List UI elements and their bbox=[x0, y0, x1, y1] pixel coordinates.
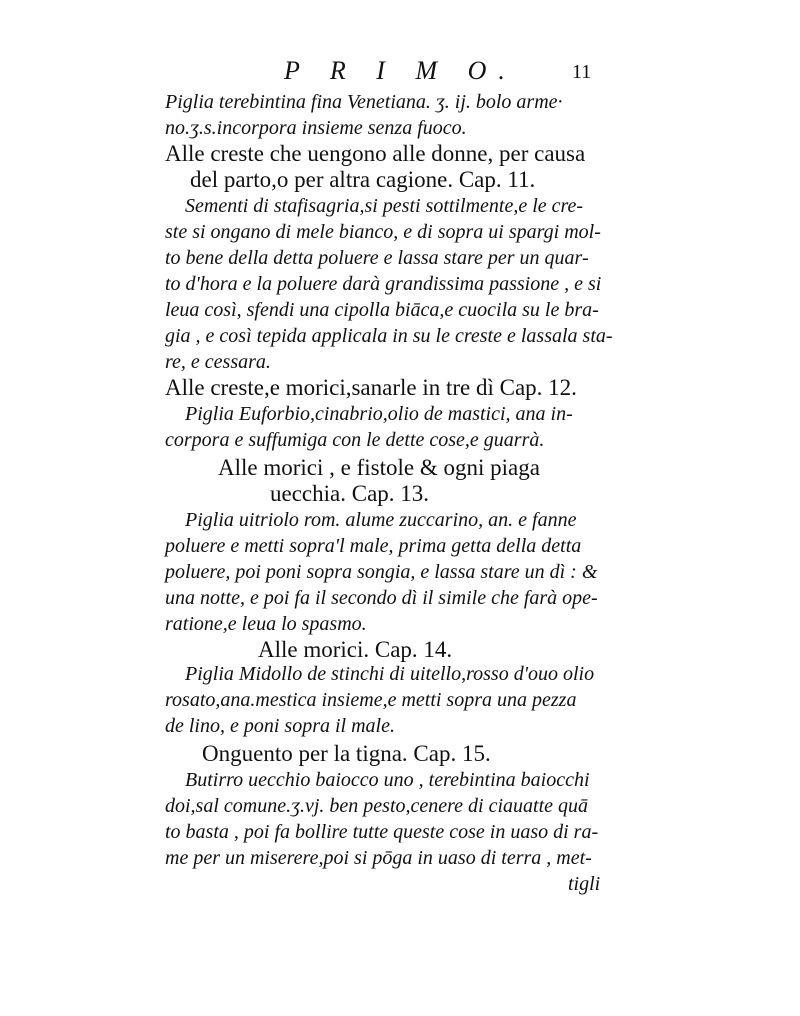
text-line: de lino, e poni sopra il male. bbox=[165, 715, 395, 737]
chapter-heading: Alle morici , e fistole & ogni piaga bbox=[218, 455, 540, 480]
text-line: poluere, poi poni sopra songia, e lassa stare un dì : & bbox=[165, 561, 598, 583]
text-line: ratione,e leua lo spasmo. bbox=[165, 613, 367, 635]
chapter-heading: del parto,o per altra cagione. Cap. 11. bbox=[190, 167, 536, 192]
page-number: 11 bbox=[572, 61, 592, 83]
chapter-heading: Onguento per la tigna. Cap. 15. bbox=[202, 741, 491, 766]
chapter-heading: Alle morici. Cap. 14. bbox=[258, 637, 453, 662]
text-line: ste si ongano di mele bianco, e di sopra ui spargi mol- bbox=[165, 221, 601, 243]
text-line: to bene della detta poluere e lassa stare per un quar- bbox=[165, 247, 589, 269]
text-line: re, e cessara. bbox=[165, 351, 271, 373]
text-line: doi,sal comune.ʒ.vj. ben pesto,cenere di ciauatte quā bbox=[165, 795, 589, 817]
text-line: Butirro uecchio baiocco uno , terebintina baiocchi bbox=[185, 769, 590, 791]
text-line: gia , e così tepida applicala in su le creste e lassala sta- bbox=[165, 325, 613, 347]
catchword: tigli bbox=[568, 873, 601, 895]
chapter-heading: Alle creste,e morici,sanarle in tre dì Cap. 12. bbox=[165, 375, 577, 400]
text-line: leua così, sfendi una cipolla biāca,e cuocila su le bra- bbox=[165, 299, 599, 321]
text-line: Piglia Euforbio,cinabrio,olio de mastici, ana in- bbox=[185, 403, 573, 425]
chapter-heading: Alle creste che uengono alle donne, per causa bbox=[165, 141, 586, 166]
text-line: rosato,ana.mestica insieme,e metti sopra una pezza bbox=[165, 689, 577, 711]
text-line: Piglia terebintina fina Venetiana. ʒ. ij. bolo arme· bbox=[165, 91, 563, 113]
running-title: P R I M O. bbox=[284, 56, 517, 85]
text-line: me per un miserere,poi si pōga in uaso di terra , met- bbox=[165, 847, 592, 869]
text-line: to basta , poi fa bollire tutte queste cose in uaso di ra- bbox=[165, 821, 599, 843]
text-line: una notte, e poi fa il secondo dì il simile che farà ope- bbox=[165, 587, 598, 609]
text-line: to d'hora e la poluere darà grandissima passione , e si bbox=[165, 273, 602, 295]
text-line: Sementi di stafisagria,si pesti sottilmente,e le cre- bbox=[185, 195, 584, 217]
text-line: poluere e metti sopra'l male, prima getta della detta bbox=[165, 535, 582, 557]
text-line: Piglia Midollo de stinchi di uitello,rosso d'ouo olio bbox=[185, 663, 595, 685]
text-line: Piglia uitriolo rom. alume zuccarino, an. e fanne bbox=[185, 509, 577, 531]
text-line: corpora e suffumiga con le dette cose,e guarrà. bbox=[165, 429, 545, 451]
text-line: no.ʒ.s.incorpora insieme senza fuoco. bbox=[165, 117, 467, 139]
chapter-heading: uecchia. Cap. 13. bbox=[270, 481, 430, 506]
